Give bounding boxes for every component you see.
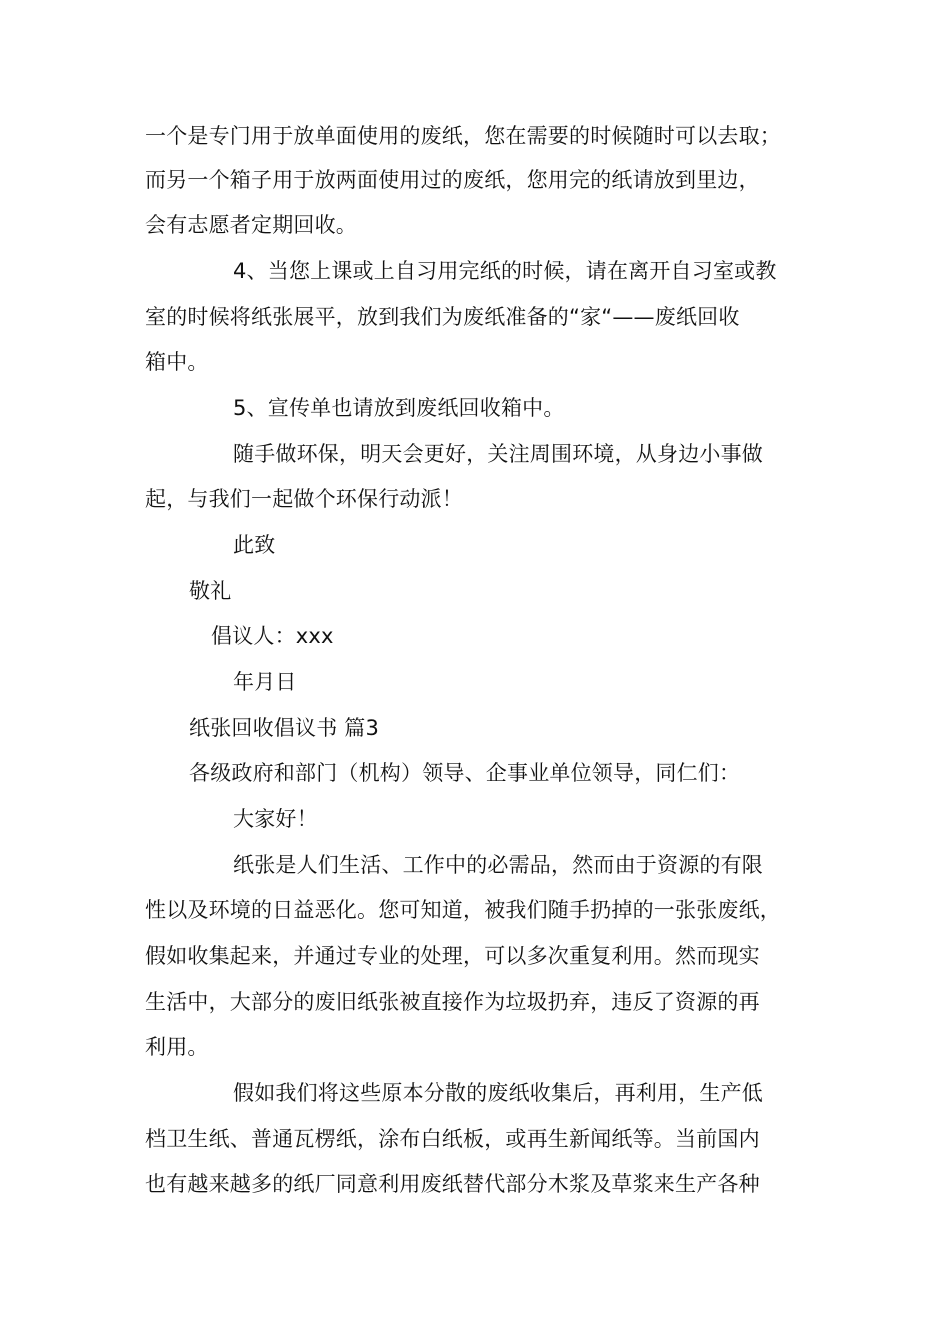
section-heading: 纸张回收倡议书 篇3 [189, 716, 380, 740]
paragraph-line: 利用。 [145, 1035, 209, 1059]
paragraph-line: 也有越来越多的纸厂同意利用废纸替代部分木浆及草浆来生产各种 [145, 1172, 760, 1196]
paragraph-line: 档卫生纸、普通瓦楞纸，涂布白纸板，或再生新闻纸等。当前国内 [145, 1127, 760, 1151]
paragraph-line: 起，与我们一起做个环保行动派！ [145, 487, 463, 511]
paragraph-line: 假如收集起来，并通过专业的处理，可以多次重复利用。然而现实 [145, 944, 760, 968]
paragraph-line: 会有志愿者定期回收。 [145, 213, 357, 237]
salutation-line: 各级政府和部门（机构）领导、企事业单位领导，同仁们： [189, 761, 741, 785]
paragraph-line: 假如我们将这些原本分散的废纸收集后，再利用，生产低 [233, 1081, 763, 1105]
closing-line: 敬礼 [189, 579, 232, 603]
paragraph-line: 而另一个箱子用于放两面使用过的废纸，您用完的纸请放到里边， [145, 168, 760, 192]
paragraph-line: 纸张是人们生活、工作中的必需品，然而由于资源的有限 [233, 853, 763, 877]
paragraph-line: 生活中，大部分的废旧纸张被直接作为垃圾扔弃，违反了资源的再 [145, 990, 760, 1014]
paragraph-line: 室的时候将纸张展平，放到我们为废纸准备的“家“——废纸回收 [145, 305, 740, 329]
paragraph-line: 性以及环境的日益恶化。您可知道，被我们随手扔掉的一张张废纸， [145, 898, 781, 922]
greeting-line: 大家好！ [233, 807, 318, 831]
signature-line: 倡议人：xxx [211, 624, 334, 648]
paragraph-line: 5、宣传单也请放到废纸回收箱中。 [233, 396, 565, 420]
paragraph-line: 一个是专门用于放单面使用的废纸，您在需要的时候随时可以去取； [145, 124, 781, 148]
paragraph-line: 箱中。 [145, 350, 209, 374]
paragraph-line: 随手做环保，明天会更好，关注周围环境，从身边小事做 [233, 442, 763, 466]
closing-line: 此致 [233, 533, 276, 557]
date-line: 年月日 [233, 670, 297, 694]
paragraph-line: 4、当您上课或上自习用完纸的时候，请在离开自习室或教 [233, 259, 777, 283]
